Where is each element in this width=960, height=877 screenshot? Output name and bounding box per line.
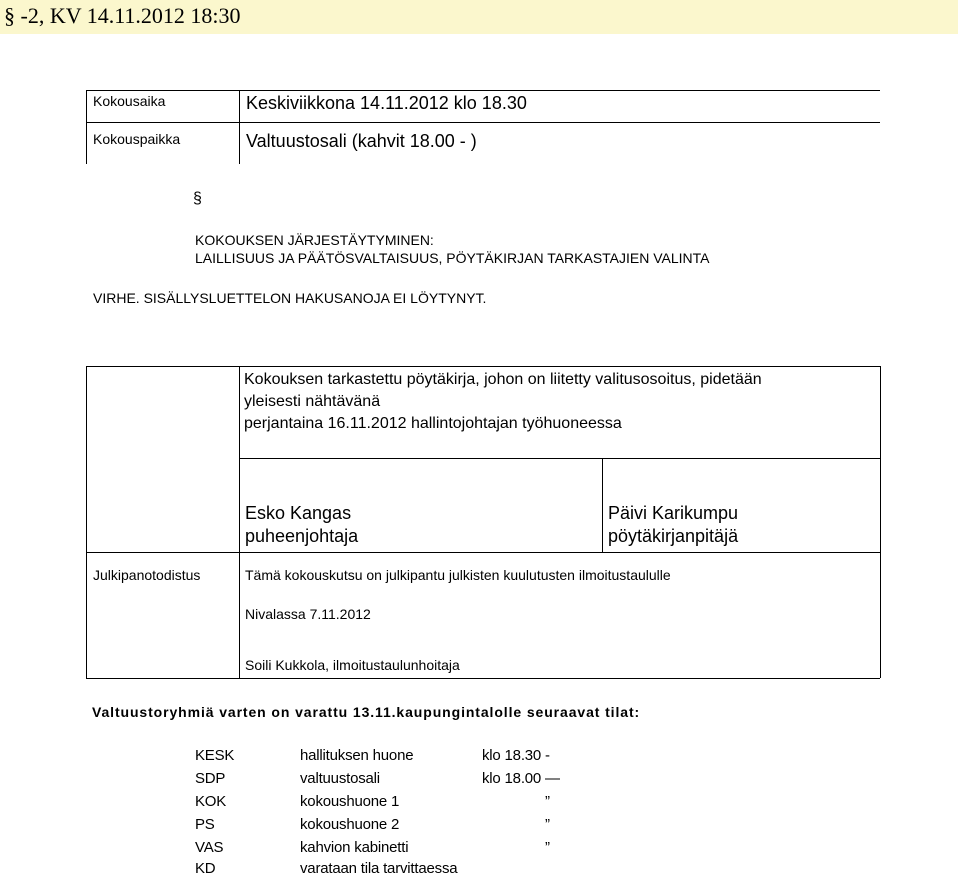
meeting-time-label: Kokousaika — [93, 93, 166, 109]
group-time: klo 18.00 — — [482, 770, 560, 787]
notice-line3: perjantaina 16.11.2012 hallintojohtajan työhuoneessa — [244, 415, 622, 432]
notice-line2: yleisesti nähtävänä — [244, 393, 381, 410]
group-room: kokoushuone 2 — [300, 816, 400, 833]
group-time: klo 18.30 - — [482, 747, 550, 764]
signature-divider — [602, 458, 603, 552]
group-party: KD — [195, 860, 216, 877]
secretary-title: pöytäkirjanpitäjä — [608, 526, 739, 546]
groups-heading: Valtuustoryhmiä varten on varattu 13.11.kaupungintalolle seuraavat tilat: — [92, 704, 641, 720]
group-time: ” — [545, 839, 550, 856]
group-party: VAS — [195, 839, 224, 856]
publication-signer: Soili Kukkola, ilmoitustaulunhoitaja — [245, 657, 460, 673]
signature-bottom-rule — [86, 552, 880, 553]
group-time: ” — [545, 816, 550, 833]
group-party: PS — [195, 816, 215, 833]
section-heading-line2: LAILLISUUS JA PÄÄTÖSVALTAISUUS, PÖYTÄKIRJAN TARKASTAJIEN VALINTA — [195, 250, 710, 266]
meeting-table-top-rule — [86, 90, 880, 91]
secretary-name: Päivi Karikumpu — [608, 503, 739, 523]
section-symbol: § — [193, 190, 202, 207]
section-error-text: VIRHE. SISÄLLYSLUETTELON HAKUSANOJA EI LÖYTYNYT. — [93, 290, 487, 306]
group-party: KOK — [195, 793, 227, 810]
meeting-table-mid-rule — [86, 122, 880, 123]
meeting-place-value: Valtuustosali (kahvit 18.00 - ) — [246, 131, 477, 151]
group-room: kokoushuone 1 — [300, 793, 400, 810]
publication-place-date: Nivalassa 7.11.2012 — [245, 606, 371, 622]
meeting-table-left-rule — [86, 90, 87, 164]
group-time: ” — [545, 793, 550, 810]
notice-box-divider — [239, 366, 240, 678]
notice-box-bottom-rule — [86, 678, 880, 679]
meeting-table-divider — [239, 90, 240, 164]
meeting-place-label: Kokouspaikka — [93, 131, 181, 147]
group-room: hallituksen huone — [300, 747, 414, 764]
group-party: SDP — [195, 770, 226, 787]
notice-box-right-rule — [880, 366, 881, 678]
notice-box-top-rule — [86, 366, 880, 367]
notice-box-left-rule — [86, 366, 87, 678]
section-heading-line1: KOKOUKSEN JÄRJESTÄYTYMINEN: — [195, 232, 434, 248]
signature-top-rule — [239, 458, 880, 459]
publication-label: Julkipanotodistus — [93, 567, 201, 583]
group-room: varataan tila tarvittaessa — [300, 860, 458, 877]
meeting-time-value: Keskiviikkona 14.11.2012 klo 18.30 — [246, 93, 527, 113]
header-banner — [0, 0, 958, 34]
chair-title: puheenjohtaja — [245, 526, 359, 546]
notice-line1: Kokouksen tarkastettu pöytäkirja, johon on liitetty valitusosoitus, pidetään — [244, 371, 762, 388]
group-room: kahvion kabinetti — [300, 839, 409, 856]
banner-title: § -2, KV 14.11.2012 18:30 — [4, 3, 241, 28]
chair-name: Esko Kangas — [245, 503, 352, 523]
publication-text: Tämä kokouskutsu on julkipantu julkisten kuulutusten ilmoitustaululle — [245, 567, 671, 583]
group-room: valtuustosali — [300, 770, 380, 787]
group-party: KESK — [195, 747, 235, 764]
